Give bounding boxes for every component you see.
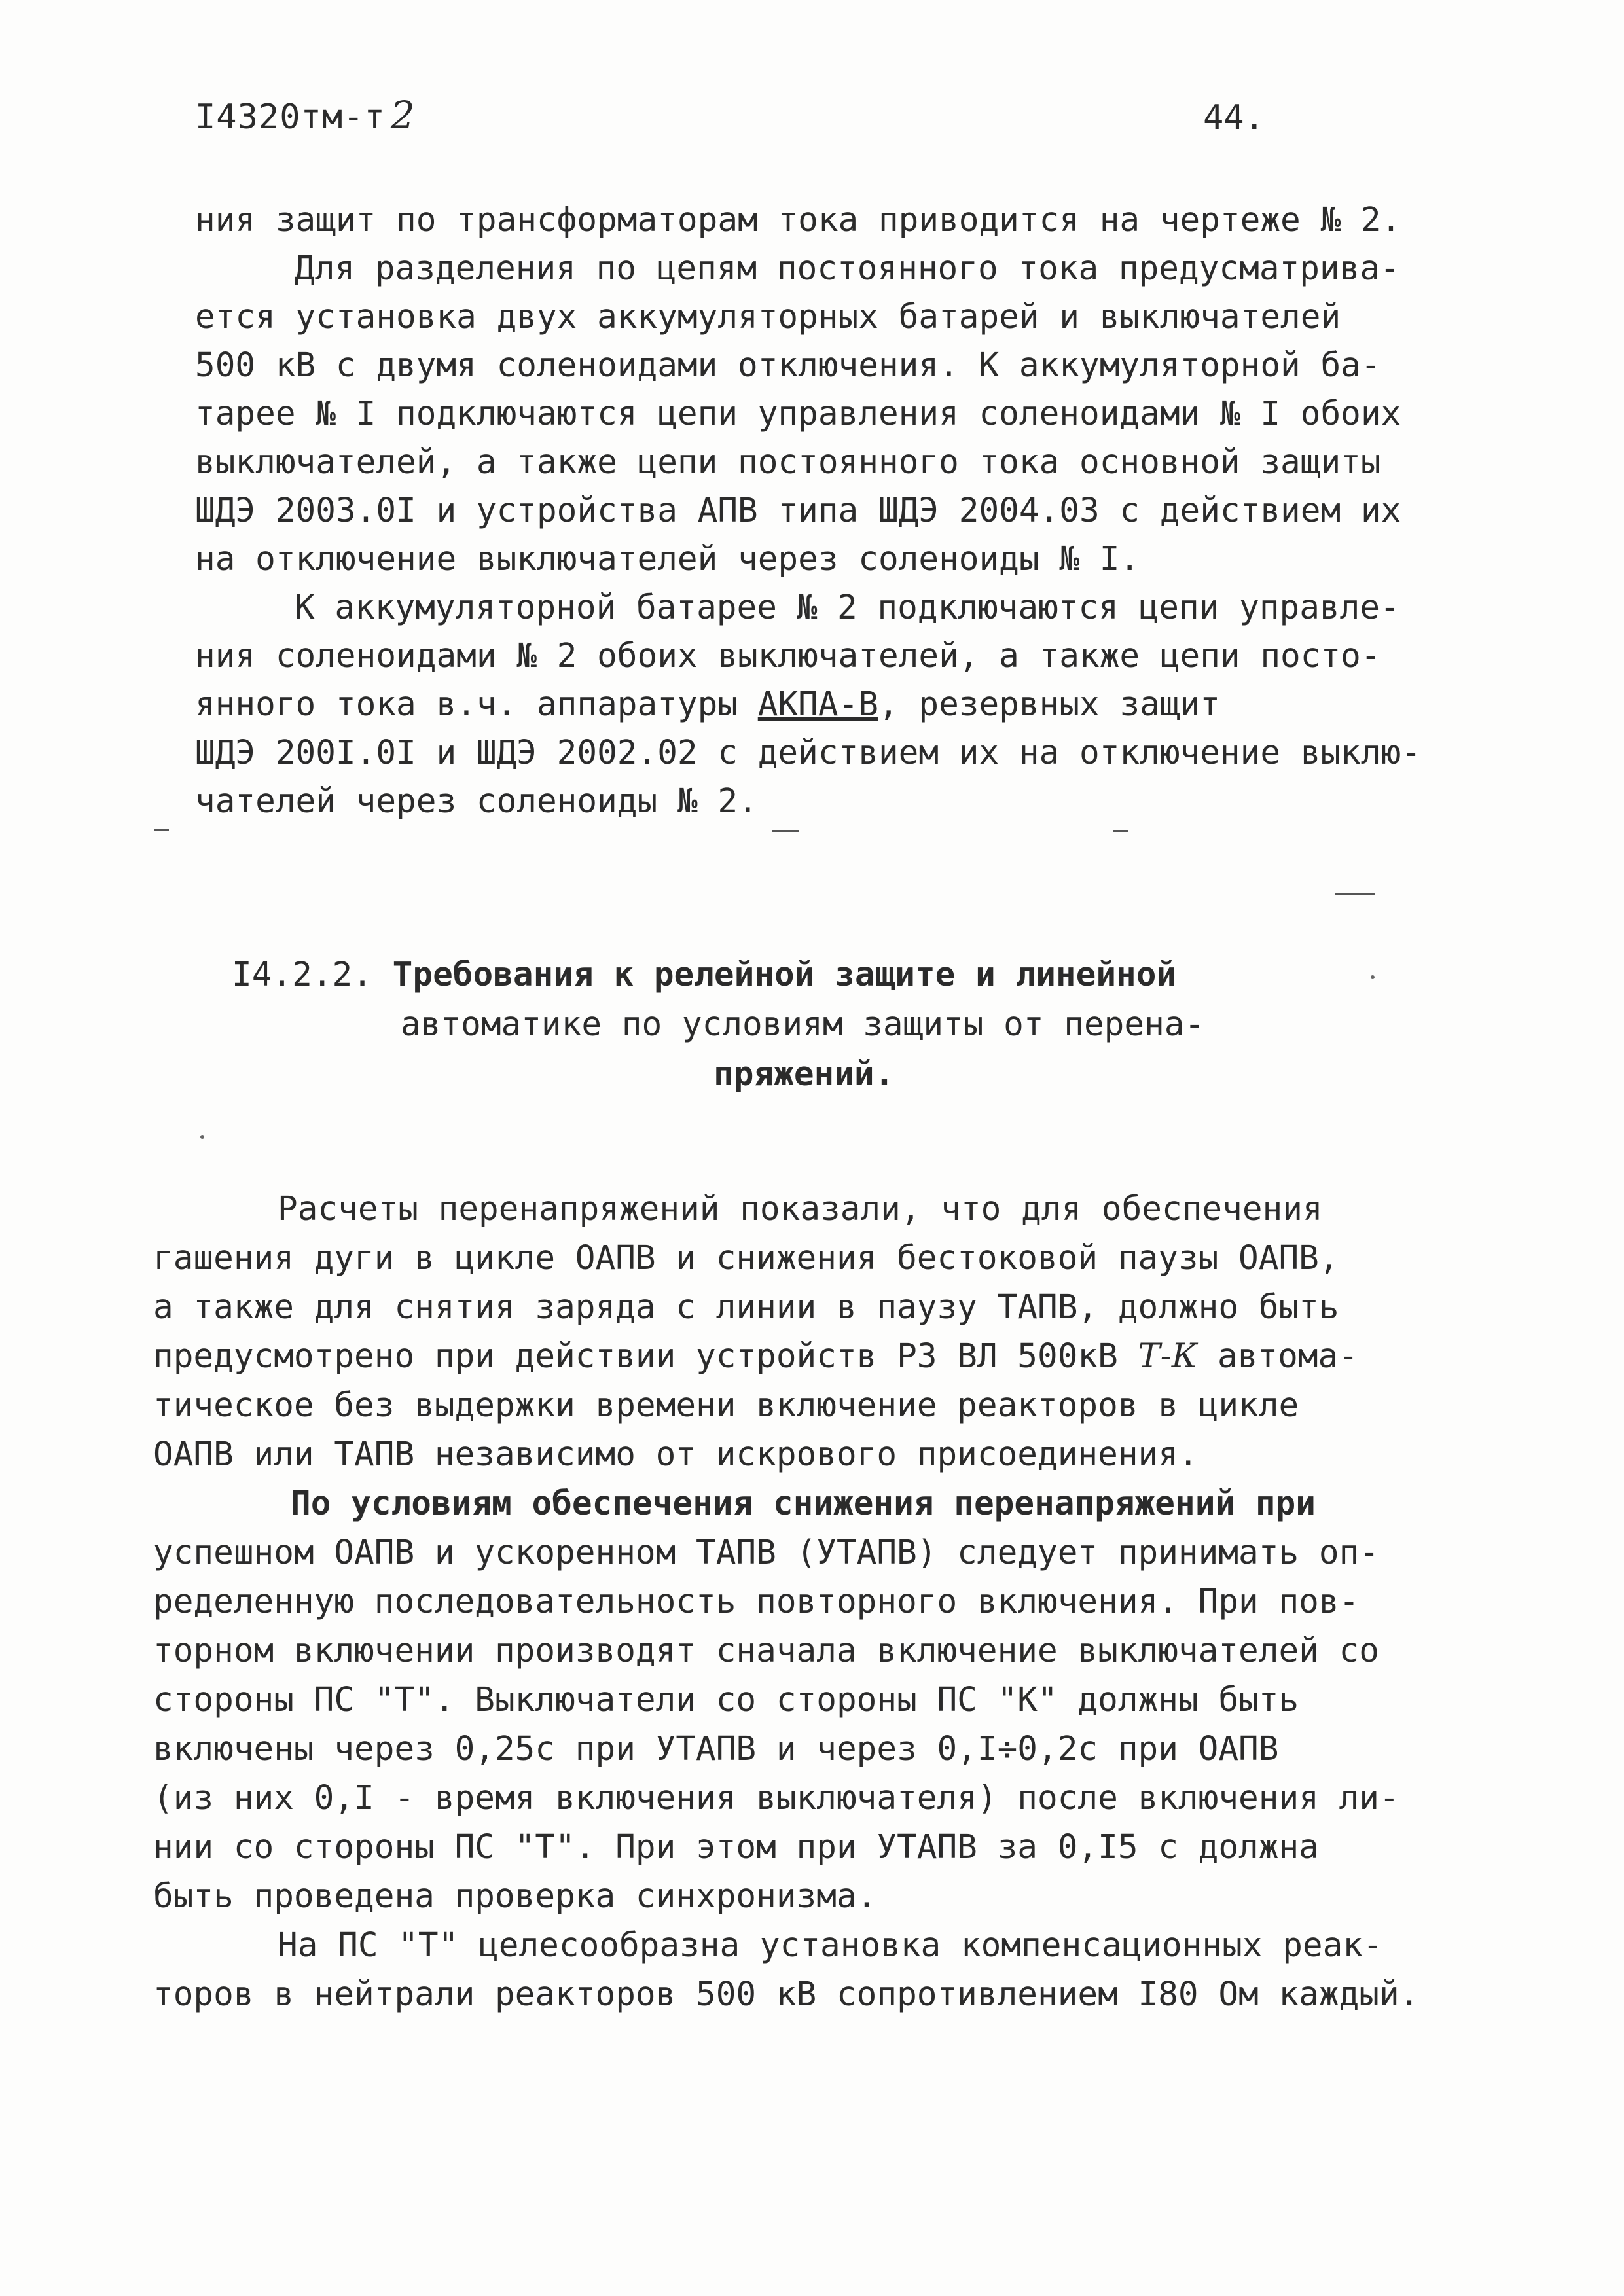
text-line: ОАПВ или ТАПВ независимо от искрового присоединения. (153, 1435, 1199, 1474)
heading-line: пряжений. (713, 1055, 895, 1094)
scan-mark (200, 1135, 204, 1139)
text-line: тарее № I подключаются цепи управления соленоидами № I обоих (195, 395, 1401, 433)
text-line: ния защит по трансформаторам тока приводится на чертеже № 2. (195, 201, 1401, 240)
page-number: 44. (1203, 98, 1265, 137)
text-fragment: предусмотрено при действии устройств РЗ ВЛ 500кВ (153, 1337, 1118, 1376)
heading-text: Требования к релейной защите и линейной (392, 956, 1177, 994)
handwritten-insert: Т-К (1138, 1337, 1198, 1376)
text-line: торном включении производят сначала включение выключателей со (153, 1632, 1379, 1670)
heading-line (232, 950, 1344, 1000)
scan-mark (1335, 893, 1375, 895)
text-line (195, 681, 1452, 729)
text-line: а также для снятия заряда с линии в паузу ТАПВ, должно быть (153, 1288, 1339, 1327)
text-line: выключателей, а также цепи постоянного тока основной защиты (195, 443, 1381, 482)
text-line: ния соленоидами № 2 обоих выключателей, а также цепи посто- (195, 637, 1381, 675)
paragraph-block-2 (153, 1185, 1462, 2019)
text-line: тическое без выдержки времени включение реакторов в цикле (153, 1386, 1299, 1425)
text-line: нии со стороны ПС "Т". При этом при УТАПВ за 0,I5 с должна (153, 1828, 1319, 1867)
text-fragment: янного тока в.ч. аппаратуры (195, 685, 738, 724)
text-line: (из них 0,I - время включения выключателя) после включения ли- (153, 1779, 1399, 1818)
underlined-term: АКПА-В (757, 685, 878, 724)
text-line: чателей через соленоиды № 2. (195, 782, 758, 821)
text-line: ШДЭ 2003.0I и устройства АПВ типа ШДЭ 2004.03 с действием их (195, 492, 1401, 530)
text-line: ределенную последовательность повторного включения. При пов- (153, 1583, 1360, 1621)
text-line: успешном ОАПВ и ускоренном ТАПВ (УТАПВ) следует принимать оп- (153, 1534, 1379, 1572)
text-line: К аккумуляторной батарее № 2 подключаются цепи управле- (295, 588, 1400, 627)
text-line (153, 1332, 1462, 1381)
handwritten-mark: 2 (390, 93, 416, 137)
text-line: стороны ПС "Т". Выключатели со стороны ПС "К" должны быть (153, 1681, 1299, 1719)
heading-line: автоматике по условиям защиты от перена- (401, 1005, 1205, 1044)
text-line: ШДЭ 200I.0I и ШДЭ 2002.02 с действием их на отключение выклю- (195, 734, 1421, 772)
text-line: На ПС "Т" целесообразна установка компенсационных реак- (278, 1926, 1383, 1965)
text-line: По условиям обеспечения снижения перенапряжений при (291, 1484, 1316, 1523)
text-line: на отключение выключателей через соленоиды № I. (195, 540, 1140, 579)
document-number (195, 93, 416, 137)
text-line: 500 кВ с двумя соленоидами отключения. К аккумуляторной ба- (195, 346, 1381, 385)
text-line: гашения дуги в цикле ОАПВ и снижения бестоковой паузы ОАПВ, (153, 1239, 1339, 1278)
text-line: ется установка двух аккумуляторных батарей и выключателей (195, 298, 1341, 336)
text-line: Для разделения по цепям постоянного тока предусматрива- (295, 249, 1400, 288)
scan-mark (154, 829, 169, 831)
scan-mark (1371, 975, 1375, 979)
text-line: торов в нейтрали реакторов 500 кВ сопротивлением I80 Ом каждый. (153, 1975, 1420, 2014)
scan-mark (1113, 830, 1128, 832)
text-line: включены через 0,25с при УТАПВ и через 0,I÷0,2с при ОАПВ (153, 1730, 1279, 1768)
scan-mark (772, 830, 799, 832)
section-number: I4.2.2. (232, 956, 372, 994)
text-fragment: , резервных защит (878, 685, 1220, 724)
text-fragment: автома- (1197, 1337, 1358, 1376)
text-line: быть проведена проверка синхронизма. (153, 1877, 877, 1916)
document-code: I4320тм-т (195, 98, 386, 137)
paragraph-block-1 (195, 196, 1452, 826)
text-line: Расчеты перенапряжений показали, что для обеспечения (278, 1190, 1323, 1229)
section-heading (232, 950, 1344, 1100)
